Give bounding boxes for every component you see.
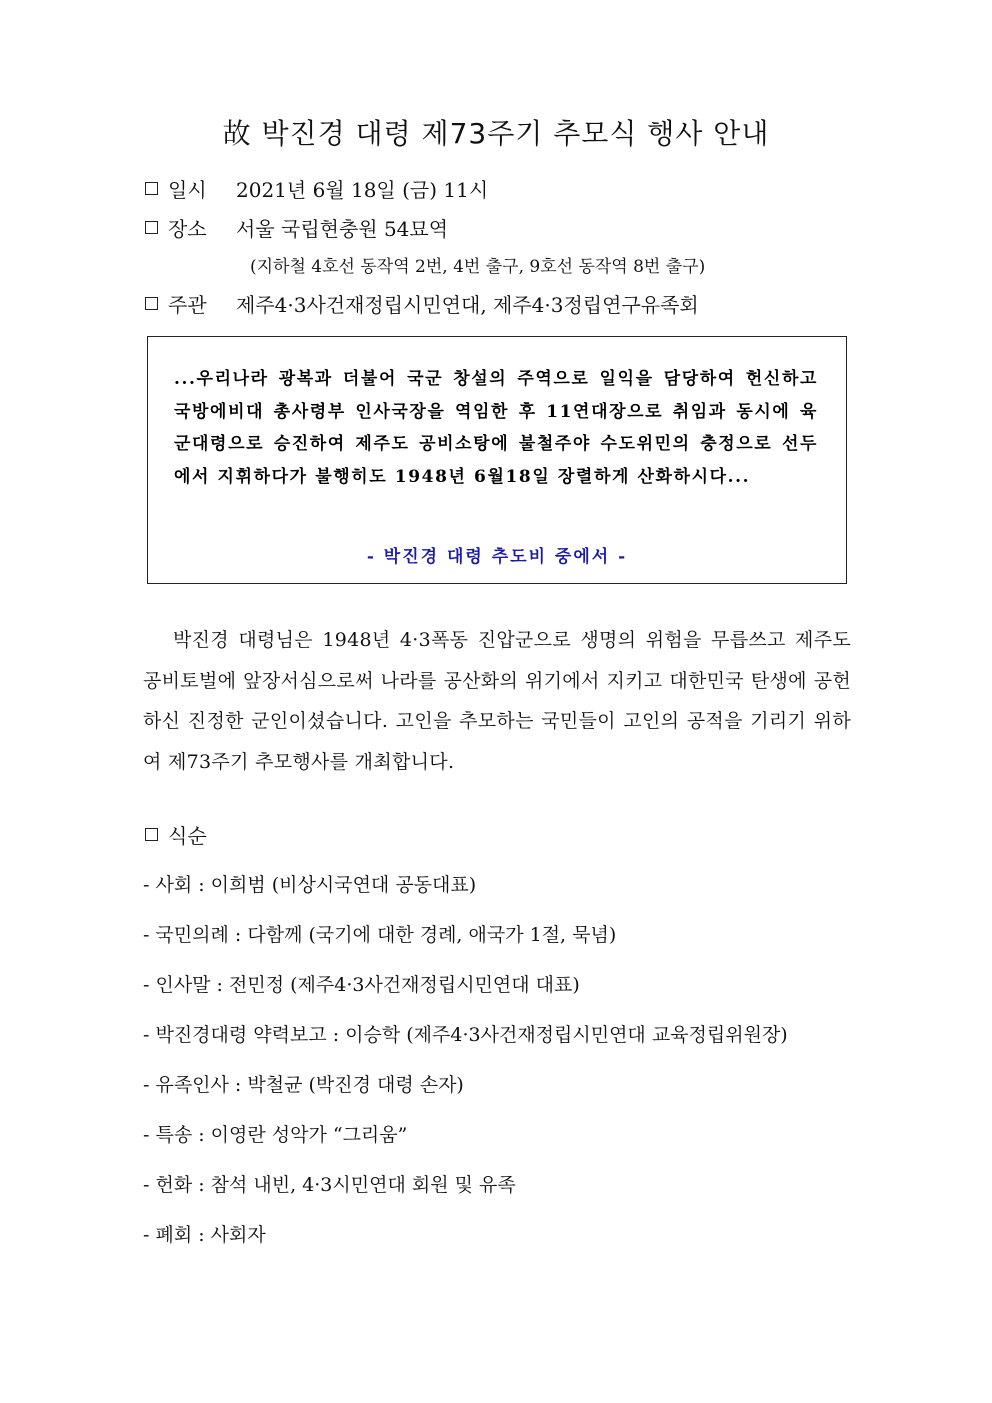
program-item: - 폐회 : 사회자 xyxy=(143,1224,266,1246)
memorial-quote-box xyxy=(147,336,847,584)
program-item: - 박진경대령 약력보고 : 이승학 (제주4·3사건재정립시민연대 교육정립위원장) xyxy=(143,1024,788,1046)
program-item: - 헌화 : 참석 내빈, 4·3시민연대 회원 및 유족 xyxy=(143,1174,516,1196)
info-value-date: 2021년 6월 18일 (금) 11시 xyxy=(236,178,489,202)
checkbox-icon xyxy=(145,828,158,841)
checkbox-icon xyxy=(145,221,158,234)
program-item: - 국민의례 : 다함께 (국기에 대한 경례, 애국가 1절, 묵념) xyxy=(143,924,617,946)
checkbox-icon xyxy=(145,297,158,310)
program-heading-label: 식순 xyxy=(168,824,207,848)
info-row-location xyxy=(145,213,448,242)
info-value-location: 서울 국립현충원 54묘역 xyxy=(236,217,449,241)
program-item: - 인사말 : 전민정 (제주4·3사건재정립시민연대 대표) xyxy=(143,974,580,996)
info-row-date xyxy=(145,174,488,203)
document-title: 故 박진경 대령 제73주기 추모식 행사 안내 xyxy=(222,117,770,150)
info-value-host: 제주4·3사건재정립시민연대, 제주4·3정립연구유족회 xyxy=(236,293,699,317)
program-item: - 유족인사 : 박철균 (박진경 대령 손자) xyxy=(143,1074,464,1096)
info-label-date: 일시 xyxy=(168,178,207,202)
program-item: - 특송 : 이영란 성악가 “그리움” xyxy=(143,1124,408,1146)
body-paragraph: 박진경 대령님은 1948년 4·3폭동 진압군으로 생명의 위험을 무릅쓰고 제주도 공비토벌에 앞장서심으로써 나라를 공산화의 위기에서 지키고 대한민국 탄생에 공헌하신 진정한 군인이셨습니다. 고인을 추모하는 국민들이 고인의 공적을 기리기 위하여 제73주기 추모행사를 개최합니다. xyxy=(143,629,851,773)
info-label-host: 주관 xyxy=(168,293,207,317)
program-item: - 사회 : 이희범 (비상시국연대 공동대표) xyxy=(143,874,477,896)
info-row-host xyxy=(145,289,699,318)
memorial-quote-source: - 박진경 대령 추도비 중에서 - xyxy=(366,547,628,567)
program-heading xyxy=(145,820,207,849)
checkbox-icon xyxy=(145,182,158,195)
memorial-quote-text: ...우리나라 광복과 더불어 국군 창설의 주역으로 일익을 담당하여 헌신하고 국방에비대 총사령부 인사국장을 역임한 후 11연대장으로 취임과 동시에 육군대령으로 승진하여 제주도 공비소탕에 불철주야 수도위민의 충정으로 선두에서 지휘하다가 불행히도 1948년 6월18일 장렬하게 산화하시다... xyxy=(174,369,818,487)
location-note: (지하철 4호선 동작역 2번, 4번 출구, 9호선 동작역 8번 출구) xyxy=(250,257,706,277)
info-label-location: 장소 xyxy=(168,217,207,241)
program-list xyxy=(143,870,788,1270)
